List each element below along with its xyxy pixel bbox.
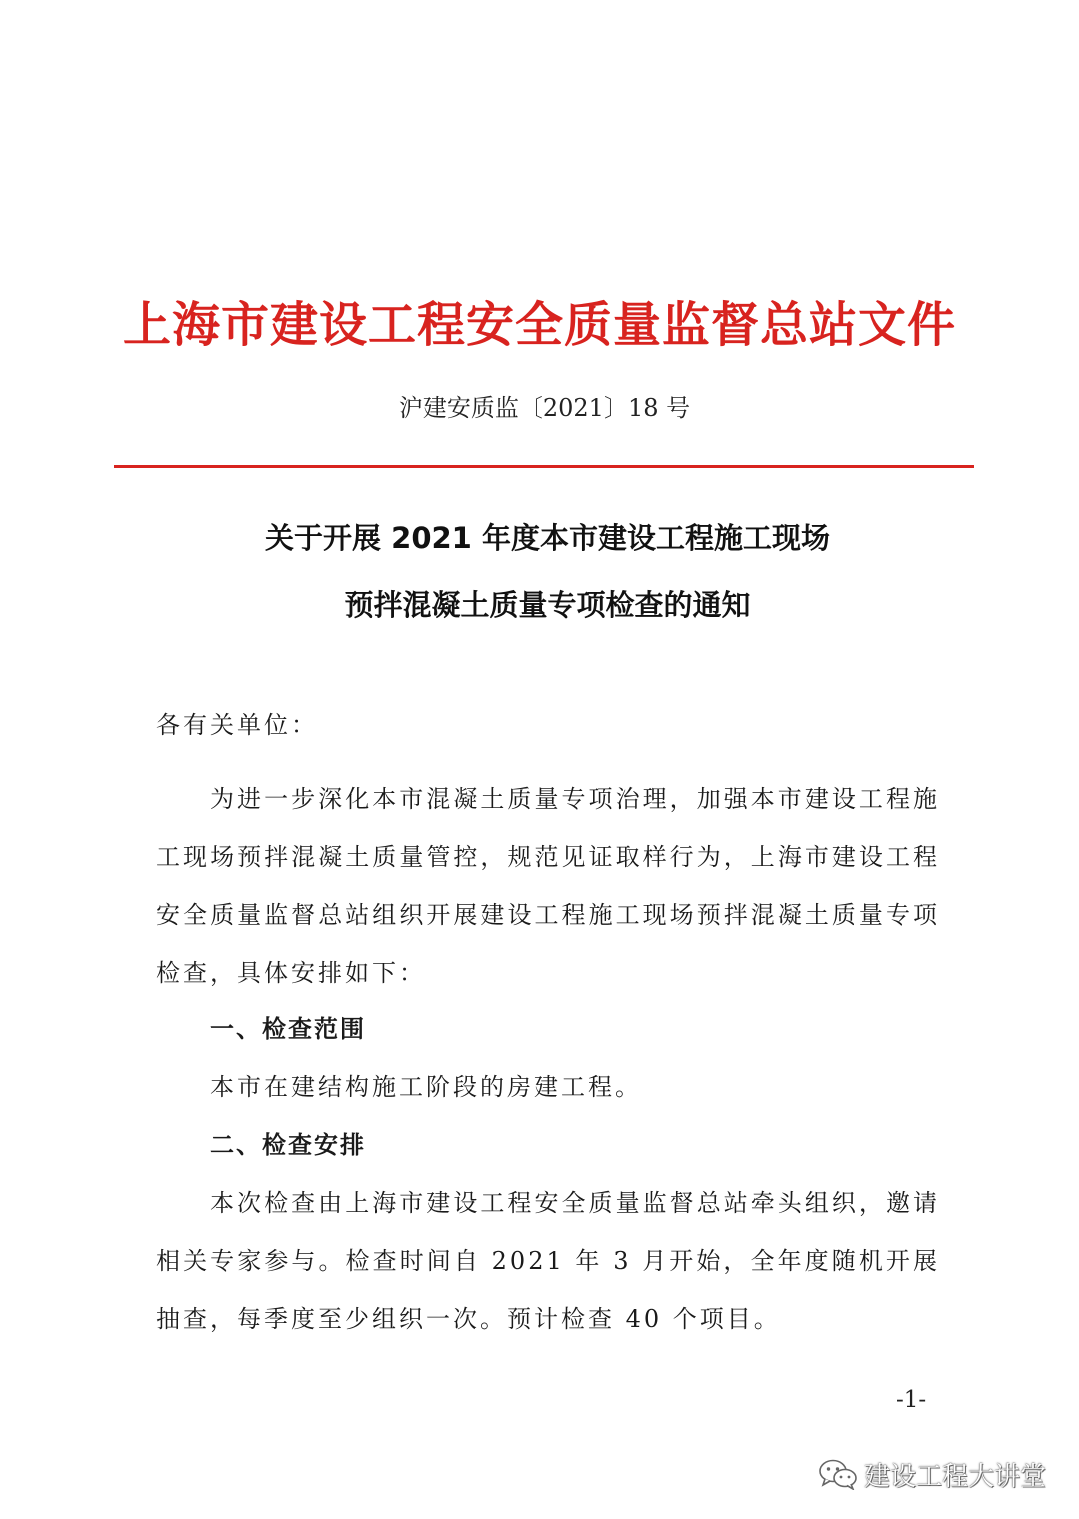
section-heading-arrangement: 二、检查安排 — [210, 1131, 366, 1159]
red-divider — [114, 465, 974, 468]
masthead-title: 上海市建设工程安全质量监督总站文件 — [122, 297, 956, 353]
section-heading-scope: 一、检查范围 — [210, 1015, 366, 1043]
intro-paragraph: 为进一步深化本市混凝土质量专项治理，加强本市建设工程施工现场预拌混凝土质量管控，规范见证取样行为，上海市建设工程安全质量监督总站组织开展建设工程施工现场预拌混凝土质量专项检查，具体安排如下： — [156, 785, 940, 987]
notice-title-line-1: 关于开展 2021 年度本市建设工程施工现场 — [265, 521, 830, 555]
watermark-label: 建设工程大讲堂 — [864, 1461, 1047, 1492]
source-watermark — [818, 1454, 1046, 1494]
section-text-arrangement: 本次检查由上海市建设工程安全质量监督总站牵头组织，邀请相关专家参与。检查时间自 2021 年 3 月开始，全年度随机开展抽查，每季度至少组织一次。预计检查 40 个项目。 — [156, 1189, 940, 1333]
notice-title-line-2: 预拌混凝土质量专项检查的通知 — [344, 588, 751, 622]
document-number: 沪建安质监〔2021〕18 号 — [398, 394, 691, 422]
wechat-icon — [818, 1458, 858, 1490]
addressee: 各有关单位： — [156, 711, 318, 739]
section-text-scope: 本市在建结构施工阶段的房建工程。 — [210, 1073, 642, 1101]
page-number: -1- — [896, 1387, 927, 1413]
